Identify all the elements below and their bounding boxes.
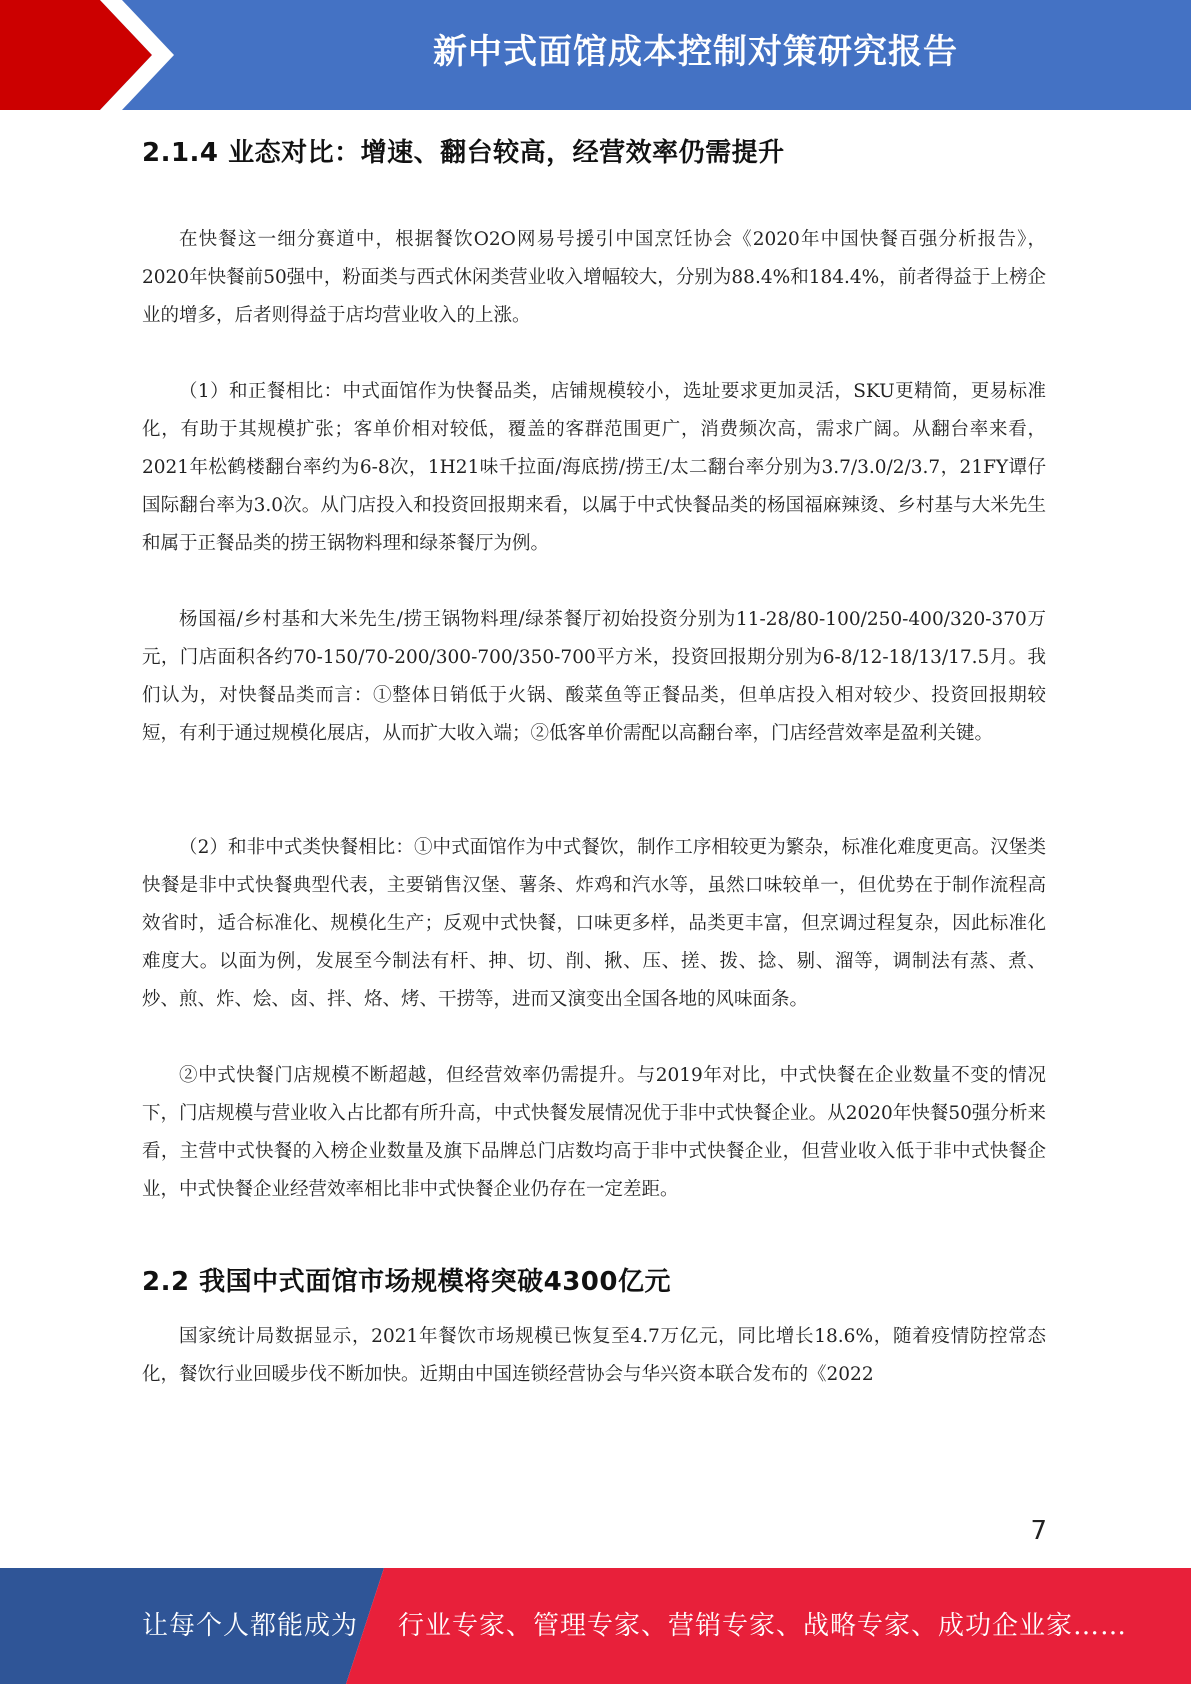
- page-number: 7: [1030, 1516, 1047, 1546]
- page-content: [142, 128, 1046, 1394]
- footer-slogan-left: 让每个人都能成为: [142, 1611, 359, 1641]
- section-heading-2-1-4: 2.1.4 业态对比：增速、翻台较高，经营效率仍需提升: [142, 138, 785, 168]
- paragraph: （1）和正餐相比：中式面馆作为快餐品类，店铺规模较小，选址要求更加灵活，SKU更精简，更易标准化，有助于其规模扩张；客单价相对较低，覆盖的客群范围更广，消费频次高，需求广阔。从翻台率来看，2021年松鹤楼翻台率约为6-8次，1H21味千拉面/海底捞/捞王/太二翻台率分别为3.7/3.0/2/3.7，21FY谭仔国际翻台率为3.0次。从门店投入和投资回报期来看，以属于中式快餐品类的杨国福麻辣烫、乡村基与大米先生和属于正餐品类的捞王锅物料理和绿茶餐厅为例。: [142, 381, 1046, 554]
- footer-slogan-right: 行业专家、管理专家、营销专家、战略专家、成功企业家……: [398, 1611, 1128, 1641]
- paragraph: 杨国福/乡村基和大米先生/捞王锅物料理/绿茶餐厅初始投资分别为11-28/80-100/250-400/320-370万元，门店面积各约70-150/70-200/300-700/350-700平方米，投资回报期分别为6-8/12-18/13/17.5月。我们认为，对快餐品类而言：①整体日销低于火锅、酸菜鱼等正餐品类，但单店投入相对较少、投资回报期较短，有利于通过规模化展店，从而扩大收入端；②低客单价需配以高翻台率，门店经营效率是盈利关键。: [142, 609, 1046, 744]
- paragraph: 国家统计局数据显示，2021年餐饮市场规模已恢复至4.7万亿元，同比增长18.6%，随着疫情防控常态化，餐饮行业回暖步伐不断加快。近期由中国连锁经营协会与华兴资本联合发布的《2022: [142, 1326, 1046, 1385]
- section-heading-2-2: 2.2 我国中式面馆市场规模将突破4300亿元: [142, 1267, 671, 1297]
- paragraph: 在快餐这一细分赛道中，根据餐饮O2O网易号援引中国烹饪协会《2020年中国快餐百强分析报告》，2020年快餐前50强中，粉面类与西式休闲类营业收入增幅较大，分别为88.4%和184.4%，前者得益于上榜企业的增多，后者则得益于店均营业收入的上涨。: [142, 229, 1046, 326]
- header-band: [0, 0, 1191, 110]
- header-title: 新中式面馆成本控制对策研究报告: [433, 32, 958, 72]
- paragraph: （2）和非中式类快餐相比：①中式面馆作为中式餐饮，制作工序相较更为繁杂，标准化难度更高。汉堡类快餐是非中式快餐典型代表，主要销售汉堡、薯条、炸鸡和汽水等，虽然口味较单一，但优势在于制作流程高效省时，适合标准化、规模化生产；反观中式快餐，口味更多样，品类更丰富，但烹调过程复杂，因此标准化难度大。以面为例，发展至今制法有杆、抻、切、削、揪、压、搓、拨、捻、剔、溜等，调制法有蒸、煮、炒、煎、炸、烩、卤、拌、烙、烤、干捞等，进而又演变出全国各地的风味面条。: [142, 837, 1046, 1010]
- footer-band: [0, 1568, 1191, 1684]
- paragraph: ②中式快餐门店规模不断超越，但经营效率仍需提升。与2019年对比，中式快餐在企业数量不变的情况下，门店规模与营业收入占比都有所升高，中式快餐发展情况优于非中式快餐企业。从2020年快餐50强分析来看，主营中式快餐的入榜企业数量及旗下品牌总门店数均高于非中式快餐企业，但营业收入低于非中式快餐企业，中式快餐企业经营效率相比非中式快餐企业仍存在一定差距。: [142, 1065, 1046, 1200]
